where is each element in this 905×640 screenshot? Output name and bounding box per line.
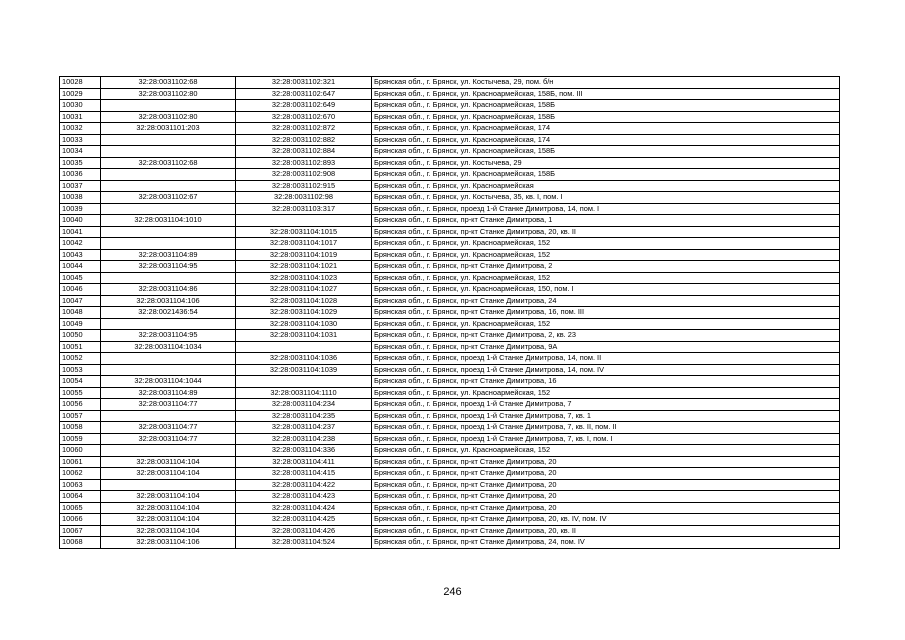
address-cell: Брянская обл., г. Брянск, ул. Красноармейская, 158Б [372, 111, 840, 123]
object-cadastre-cell: 32:28:0031102:670 [236, 111, 372, 123]
address-cell: Брянская обл., г. Брянск, проезд 1-й Станке Димитрова, 7, кв. I, пом. I [372, 433, 840, 445]
table-row [60, 502, 840, 514]
table-row [60, 410, 840, 422]
object-cadastre-cell: 32:28:0031104:424 [236, 502, 372, 514]
table-row [60, 341, 840, 353]
table-row [60, 318, 840, 330]
parcel-cadastre-cell: 32:28:0031104:1034 [101, 341, 236, 353]
table-row [60, 445, 840, 457]
object-cadastre-cell: 32:28:0031104:1110 [236, 387, 372, 399]
row-id-cell: 10033 [60, 134, 101, 146]
parcel-cadastre-cell [101, 445, 236, 457]
parcel-cadastre-cell: 32:28:0031104:104 [101, 468, 236, 480]
address-cell: Брянская обл., г. Брянск, проезд 1-й Станке Димитрова, 14, пом. II [372, 353, 840, 365]
parcel-cadastre-cell: 32:28:0031104:95 [101, 330, 236, 342]
object-cadastre-cell: 32:28:0031104:1023 [236, 272, 372, 284]
object-cadastre-cell [236, 376, 372, 388]
row-id-cell: 10057 [60, 410, 101, 422]
parcel-cadastre-cell: 32:28:0021436:54 [101, 307, 236, 319]
address-cell: Брянская обл., г. Брянск, ул. Красноармейская, 158Б, пом. III [372, 88, 840, 100]
address-cell: Брянская обл., г. Брянск, ул. Костычева, 29, пом. б/н [372, 77, 840, 89]
object-cadastre-cell: 32:28:0031104:1015 [236, 226, 372, 238]
address-cell: Брянская обл., г. Брянск, пр-кт Станке Димитрова, 16, пом. III [372, 307, 840, 319]
parcel-cadastre-cell [101, 318, 236, 330]
table-row [60, 525, 840, 537]
object-cadastre-cell: 32:28:0031103:317 [236, 203, 372, 215]
parcel-cadastre-cell [101, 238, 236, 250]
address-cell: Брянская обл., г. Брянск, пр-кт Станке Димитрова, 20 [372, 468, 840, 480]
object-cadastre-cell: 32:28:0031104:1017 [236, 238, 372, 250]
row-id-cell: 10031 [60, 111, 101, 123]
object-cadastre-cell: 32:28:0031104:1019 [236, 249, 372, 261]
table-row [60, 514, 840, 526]
table-row [60, 146, 840, 158]
row-id-cell: 10037 [60, 180, 101, 192]
parcel-cadastre-cell: 32:28:0031104:104 [101, 502, 236, 514]
table-row [60, 111, 840, 123]
address-cell: Брянская обл., г. Брянск, ул. Красноармейская, 174 [372, 123, 840, 135]
object-cadastre-cell: 32:28:0031102:884 [236, 146, 372, 158]
address-cell: Брянская обл., г. Брянск, пр-кт Станке Димитрова, 20, кв. II [372, 525, 840, 537]
table-row [60, 491, 840, 503]
table-row [60, 456, 840, 468]
object-cadastre-cell: 32:28:0031104:234 [236, 399, 372, 411]
address-cell: Брянская обл., г. Брянск, ул. Красноармейская, 150, пом. I [372, 284, 840, 296]
address-cell: Брянская обл., г. Брянск, ул. Красноармейская, 158Б [372, 146, 840, 158]
address-cell: Брянская обл., г. Брянск, пр-кт Станке Димитрова, 9А [372, 341, 840, 353]
parcel-cadastre-cell: 32:28:0031104:89 [101, 387, 236, 399]
address-cell: Брянская обл., г. Брянск, пр-кт Станке Димитрова, 20 [372, 479, 840, 491]
table-row [60, 353, 840, 365]
address-cell: Брянская обл., г. Брянск, пр-кт Станке Димитрова, 20 [372, 456, 840, 468]
row-id-cell: 10030 [60, 100, 101, 112]
table-row [60, 307, 840, 319]
row-id-cell: 10042 [60, 238, 101, 250]
table-row [60, 433, 840, 445]
parcel-cadastre-cell [101, 479, 236, 491]
parcel-cadastre-cell: 32:28:0031104:104 [101, 456, 236, 468]
parcel-cadastre-cell: 32:28:0031104:77 [101, 399, 236, 411]
row-id-cell: 10051 [60, 341, 101, 353]
table-row [60, 180, 840, 192]
address-cell: Брянская обл., г. Брянск, проезд 1-й Станке Димитрова, 7, кв. 1 [372, 410, 840, 422]
object-cadastre-cell: 32:28:0031102:647 [236, 88, 372, 100]
parcel-cadastre-cell: 32:28:0031104:106 [101, 295, 236, 307]
object-cadastre-cell: 32:28:0031104:415 [236, 468, 372, 480]
row-id-cell: 10050 [60, 330, 101, 342]
object-cadastre-cell: 32:28:0031104:425 [236, 514, 372, 526]
table-row [60, 226, 840, 238]
object-cadastre-cell: 32:28:0031104:1036 [236, 353, 372, 365]
address-cell: Брянская обл., г. Брянск, пр-кт Станке Димитрова, 1 [372, 215, 840, 227]
object-cadastre-cell: 32:28:0031104:336 [236, 445, 372, 457]
object-cadastre-cell: 32:28:0031102:882 [236, 134, 372, 146]
address-cell: Брянская обл., г. Брянск, пр-кт Станке Димитрова, 20, кв. II [372, 226, 840, 238]
parcel-cadastre-cell: 32:28:0031101:203 [101, 123, 236, 135]
table-row [60, 88, 840, 100]
parcel-cadastre-cell [101, 226, 236, 238]
table-row [60, 387, 840, 399]
table-row [60, 192, 840, 204]
address-cell: Брянская обл., г. Брянск, ул. Красноармейская, 152 [372, 272, 840, 284]
row-id-cell: 10041 [60, 226, 101, 238]
row-id-cell: 10062 [60, 468, 101, 480]
row-id-cell: 10028 [60, 77, 101, 89]
object-cadastre-cell: 32:28:0031102:649 [236, 100, 372, 112]
row-id-cell: 10048 [60, 307, 101, 319]
address-cell: Брянская обл., г. Брянск, ул. Костычева, 35, кв. I, пом. I [372, 192, 840, 204]
row-id-cell: 10064 [60, 491, 101, 503]
object-cadastre-cell: 32:28:0031104:423 [236, 491, 372, 503]
address-cell: Брянская обл., г. Брянск, пр-кт Станке Димитрова, 2, кв. 23 [372, 330, 840, 342]
row-id-cell: 10054 [60, 376, 101, 388]
table-row [60, 249, 840, 261]
address-cell: Брянская обл., г. Брянск, пр-кт Станке Димитрова, 16 [372, 376, 840, 388]
object-cadastre-cell: 32:28:0031104:1027 [236, 284, 372, 296]
address-cell: Брянская обл., г. Брянск, ул. Красноармейская [372, 180, 840, 192]
object-cadastre-cell: 32:28:0031104:1028 [236, 295, 372, 307]
table-row [60, 100, 840, 112]
row-id-cell: 10044 [60, 261, 101, 273]
address-cell: Брянская обл., г. Брянск, ул. Красноармейская, 174 [372, 134, 840, 146]
row-id-cell: 10063 [60, 479, 101, 491]
row-id-cell: 10067 [60, 525, 101, 537]
object-cadastre-cell: 32:28:0031102:915 [236, 180, 372, 192]
table-row [60, 399, 840, 411]
address-cell: Брянская обл., г. Брянск, ул. Костычева, 29 [372, 157, 840, 169]
object-cadastre-cell: 32:28:0031104:1039 [236, 364, 372, 376]
table-row [60, 77, 840, 89]
parcel-cadastre-cell: 32:28:0031102:80 [101, 88, 236, 100]
row-id-cell: 10046 [60, 284, 101, 296]
object-cadastre-cell: 32:28:0031102:908 [236, 169, 372, 181]
object-cadastre-cell: 32:28:0031104:411 [236, 456, 372, 468]
parcel-cadastre-cell: 32:28:0031102:67 [101, 192, 236, 204]
parcel-cadastre-cell: 32:28:0031104:89 [101, 249, 236, 261]
row-id-cell: 10040 [60, 215, 101, 227]
address-cell: Брянская обл., г. Брянск, пр-кт Станке Димитрова, 24, пом. IV [372, 537, 840, 549]
address-cell: Брянская обл., г. Брянск, проезд 1-й Станке Димитрова, 7, кв. II, пом. II [372, 422, 840, 434]
table-row [60, 295, 840, 307]
table-row [60, 134, 840, 146]
row-id-cell: 10055 [60, 387, 101, 399]
object-cadastre-cell: 32:28:0031102:321 [236, 77, 372, 89]
row-id-cell: 10034 [60, 146, 101, 158]
parcel-cadastre-cell: 32:28:0031104:77 [101, 422, 236, 434]
address-cell: Брянская обл., г. Брянск, ул. Красноармейская, 152 [372, 238, 840, 250]
table-row [60, 330, 840, 342]
row-id-cell: 10035 [60, 157, 101, 169]
object-cadastre-cell: 32:28:0031104:1030 [236, 318, 372, 330]
parcel-cadastre-cell: 32:28:0031104:77 [101, 433, 236, 445]
object-cadastre-cell [236, 215, 372, 227]
row-id-cell: 10043 [60, 249, 101, 261]
registry-table [59, 76, 840, 549]
address-cell: Брянская обл., г. Брянск, ул. Красноармейская, 152 [372, 387, 840, 399]
parcel-cadastre-cell: 32:28:0031104:95 [101, 261, 236, 273]
row-id-cell: 10029 [60, 88, 101, 100]
row-id-cell: 10060 [60, 445, 101, 457]
table-row [60, 468, 840, 480]
parcel-cadastre-cell [101, 169, 236, 181]
parcel-cadastre-cell [101, 364, 236, 376]
address-cell: Брянская обл., г. Брянск, ул. Красноармейская, 158Б [372, 100, 840, 112]
row-id-cell: 10045 [60, 272, 101, 284]
table-row [60, 203, 840, 215]
object-cadastre-cell: 32:28:0031102:872 [236, 123, 372, 135]
table-row [60, 537, 840, 549]
object-cadastre-cell: 32:28:0031102:893 [236, 157, 372, 169]
table-row [60, 376, 840, 388]
row-id-cell: 10047 [60, 295, 101, 307]
row-id-cell: 10038 [60, 192, 101, 204]
row-id-cell: 10052 [60, 353, 101, 365]
address-cell: Брянская обл., г. Брянск, пр-кт Станке Димитрова, 20 [372, 491, 840, 503]
row-id-cell: 10032 [60, 123, 101, 135]
parcel-cadastre-cell: 32:28:0031102:80 [101, 111, 236, 123]
parcel-cadastre-cell: 32:28:0031104:104 [101, 514, 236, 526]
address-cell: Брянская обл., г. Брянск, пр-кт Станке Димитрова, 24 [372, 295, 840, 307]
row-id-cell: 10058 [60, 422, 101, 434]
row-id-cell: 10059 [60, 433, 101, 445]
address-cell: Брянская обл., г. Брянск, ул. Красноармейская, 152 [372, 445, 840, 457]
object-cadastre-cell: 32:28:0031104:1031 [236, 330, 372, 342]
parcel-cadastre-cell [101, 203, 236, 215]
table-row [60, 422, 840, 434]
row-id-cell: 10056 [60, 399, 101, 411]
address-cell: Брянская обл., г. Брянск, пр-кт Станке Димитрова, 20 [372, 502, 840, 514]
parcel-cadastre-cell: 32:28:0031104:106 [101, 537, 236, 549]
parcel-cadastre-cell [101, 146, 236, 158]
parcel-cadastre-cell [101, 180, 236, 192]
row-id-cell: 10039 [60, 203, 101, 215]
object-cadastre-cell: 32:28:0031104:422 [236, 479, 372, 491]
table-row [60, 157, 840, 169]
page-number: 246 [443, 586, 462, 598]
row-id-cell: 10036 [60, 169, 101, 181]
table-row [60, 123, 840, 135]
object-cadastre-cell: 32:28:0031104:1029 [236, 307, 372, 319]
table-row [60, 479, 840, 491]
row-id-cell: 10065 [60, 502, 101, 514]
row-id-cell: 10061 [60, 456, 101, 468]
object-cadastre-cell: 32:28:0031104:1021 [236, 261, 372, 273]
address-cell: Брянская обл., г. Брянск, проезд 1-й Станке Димитрова, 14, пом. I [372, 203, 840, 215]
address-cell: Брянская обл., г. Брянск, пр-кт Станке Димитрова, 2 [372, 261, 840, 273]
parcel-cadastre-cell: 32:28:0031104:104 [101, 525, 236, 537]
parcel-cadastre-cell [101, 353, 236, 365]
parcel-cadastre-cell: 32:28:0031102:68 [101, 77, 236, 89]
address-cell: Брянская обл., г. Брянск, проезд 1-й Станке Димитрова, 7 [372, 399, 840, 411]
object-cadastre-cell: 32:28:0031104:238 [236, 433, 372, 445]
parcel-cadastre-cell [101, 272, 236, 284]
row-id-cell: 10068 [60, 537, 101, 549]
object-cadastre-cell [236, 341, 372, 353]
table-row [60, 284, 840, 296]
table-row [60, 261, 840, 273]
row-id-cell: 10049 [60, 318, 101, 330]
parcel-cadastre-cell: 32:28:0031104:1044 [101, 376, 236, 388]
object-cadastre-cell: 32:28:0031104:524 [236, 537, 372, 549]
parcel-cadastre-cell [101, 410, 236, 422]
address-cell: Брянская обл., г. Брянск, ул. Красноармейская, 152 [372, 318, 840, 330]
row-id-cell: 10066 [60, 514, 101, 526]
parcel-cadastre-cell: 32:28:0031104:104 [101, 491, 236, 503]
object-cadastre-cell: 32:28:0031104:426 [236, 525, 372, 537]
table-row [60, 272, 840, 284]
registry-table-body [60, 77, 840, 549]
table-row [60, 238, 840, 250]
parcel-cadastre-cell: 32:28:0031102:68 [101, 157, 236, 169]
object-cadastre-cell: 32:28:0031104:237 [236, 422, 372, 434]
address-cell: Брянская обл., г. Брянск, ул. Красноармейская, 152 [372, 249, 840, 261]
parcel-cadastre-cell [101, 134, 236, 146]
address-cell: Брянская обл., г. Брянск, ул. Красноармейская, 158Б [372, 169, 840, 181]
address-cell: Брянская обл., г. Брянск, пр-кт Станке Димитрова, 20, кв. IV, пом. IV [372, 514, 840, 526]
row-id-cell: 10053 [60, 364, 101, 376]
parcel-cadastre-cell [101, 100, 236, 112]
address-cell: Брянская обл., г. Брянск, проезд 1-й Станке Димитрова, 14, пом. IV [372, 364, 840, 376]
object-cadastre-cell: 32:28:0031102:98 [236, 192, 372, 204]
table-row [60, 215, 840, 227]
table-row [60, 364, 840, 376]
parcel-cadastre-cell: 32:28:0031104:1010 [101, 215, 236, 227]
table-row [60, 169, 840, 181]
object-cadastre-cell: 32:28:0031104:235 [236, 410, 372, 422]
parcel-cadastre-cell: 32:28:0031104:86 [101, 284, 236, 296]
